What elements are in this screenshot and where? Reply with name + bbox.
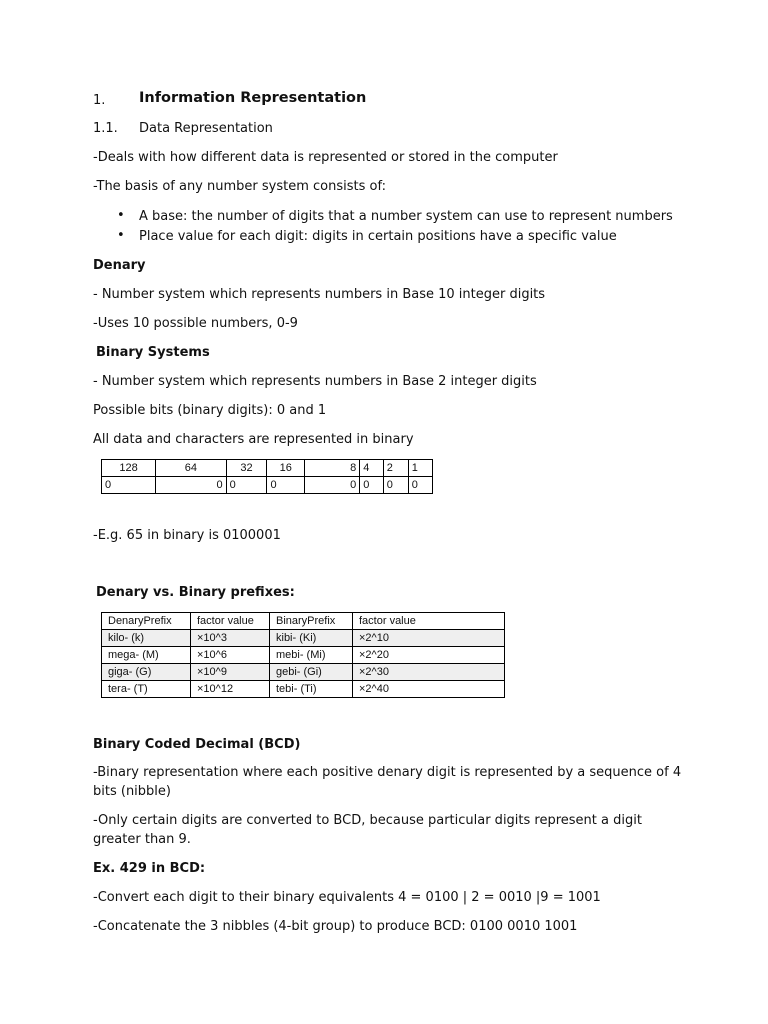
- bcd-title: Binary Coded Decimal (BCD): [93, 737, 301, 752]
- denary-line: - Number system which represents numbers in Base 10 integer digits: [93, 287, 546, 302]
- bullet-icon: •: [117, 228, 125, 243]
- denary-line: -Uses 10 possible numbers, 0-9: [93, 316, 298, 331]
- place-cell: 64: [156, 460, 227, 477]
- binary-line: - Number system which represents numbers in Base 2 integer digits: [93, 374, 537, 389]
- binary-line: Possible bits (binary digits): 0 and 1: [93, 403, 327, 418]
- bcd-step: -Convert each digit to their binary equivalents 4 = 0100 | 2 = 0010 |9 = 1001: [93, 890, 601, 905]
- bit-cell: 0: [226, 477, 267, 494]
- bit-cell: 0: [408, 477, 432, 494]
- table-cell: tera- (T): [102, 681, 191, 698]
- bullet-item: A base: the number of digits that a number system can use to represent numbers: [139, 209, 673, 224]
- place-cell: 8: [304, 460, 359, 477]
- place-cell: 2: [383, 460, 408, 477]
- bit-cell: 0: [304, 477, 359, 494]
- prefixes-title: Denary vs. Binary prefixes:: [96, 585, 295, 600]
- bcd-step: -Concatenate the 3 nibbles (4-bit group) to produce BCD: 0100 0010 1001: [93, 919, 578, 934]
- prefix-row: [102, 630, 505, 647]
- bit-cell: 0: [102, 477, 156, 494]
- bit-cell: 0: [383, 477, 408, 494]
- place-cell: 32: [226, 460, 267, 477]
- subheading-title: Data Representation: [139, 121, 273, 136]
- table-cell: mebi- (Mi): [270, 647, 353, 664]
- column-header: BinaryPrefix: [270, 613, 353, 630]
- bullet-icon: •: [117, 208, 125, 223]
- binary-place-table: [101, 459, 433, 494]
- place-values-row: [102, 460, 433, 477]
- column-header: factor value: [353, 613, 505, 630]
- binary-example: -E.g. 65 in binary is 0100001: [93, 528, 281, 543]
- bullet-item: Place value for each digit: digits in certain positions have a specific value: [139, 229, 617, 244]
- bcd-note: -Only certain digits are converted to BCD, because particular digits represent a digit greater than 9.: [93, 813, 642, 847]
- place-cell: 1: [408, 460, 432, 477]
- table-cell: kibi- (Ki): [270, 630, 353, 647]
- table-cell: ×10^3: [191, 630, 270, 647]
- prefix-row: [102, 647, 505, 664]
- place-cell: 128: [102, 460, 156, 477]
- bcd-example-title: Ex. 429 in BCD:: [93, 861, 206, 876]
- table-cell: kilo- (k): [102, 630, 191, 647]
- bit-cell: 0: [156, 477, 227, 494]
- table-cell: mega- (M): [102, 647, 191, 664]
- table-cell: ×10^6: [191, 647, 270, 664]
- intro-line-2: -The basis of any number system consists of:: [93, 179, 386, 194]
- heading-number: 1.: [93, 93, 106, 108]
- prefix-row: [102, 664, 505, 681]
- place-cell: 16: [267, 460, 305, 477]
- table-cell: gebi- (Gi): [270, 664, 353, 681]
- denary-title: Denary: [93, 258, 146, 273]
- table-cell: ×2^30: [353, 664, 505, 681]
- prefix-row: [102, 681, 505, 698]
- place-cell: 4: [360, 460, 384, 477]
- bcd-definition: -Binary representation where each positive denary digit is represented by a sequence of 4 bits (nibble): [93, 765, 682, 799]
- bit-cell: 0: [267, 477, 305, 494]
- table-cell: ×10^9: [191, 664, 270, 681]
- table-cell: tebi- (Ti): [270, 681, 353, 698]
- table-cell: ×2^10: [353, 630, 505, 647]
- table-cell: ×2^20: [353, 647, 505, 664]
- intro-line-1: -Deals with how different data is represented or stored in the computer: [93, 150, 558, 165]
- bit-cell: 0: [360, 477, 384, 494]
- prefix-table: [101, 612, 505, 698]
- table-cell: ×2^40: [353, 681, 505, 698]
- binary-line: All data and characters are represented in binary: [93, 432, 414, 447]
- binary-title: Binary Systems: [96, 345, 210, 360]
- prefix-header-row: [102, 613, 505, 630]
- bits-row: [102, 477, 433, 494]
- column-header: DenaryPrefix: [102, 613, 191, 630]
- subheading-number: 1.1.: [93, 121, 118, 136]
- table-cell: giga- (G): [102, 664, 191, 681]
- table-cell: ×10^12: [191, 681, 270, 698]
- heading-title: Information Representation: [139, 90, 367, 106]
- column-header: factor value: [191, 613, 270, 630]
